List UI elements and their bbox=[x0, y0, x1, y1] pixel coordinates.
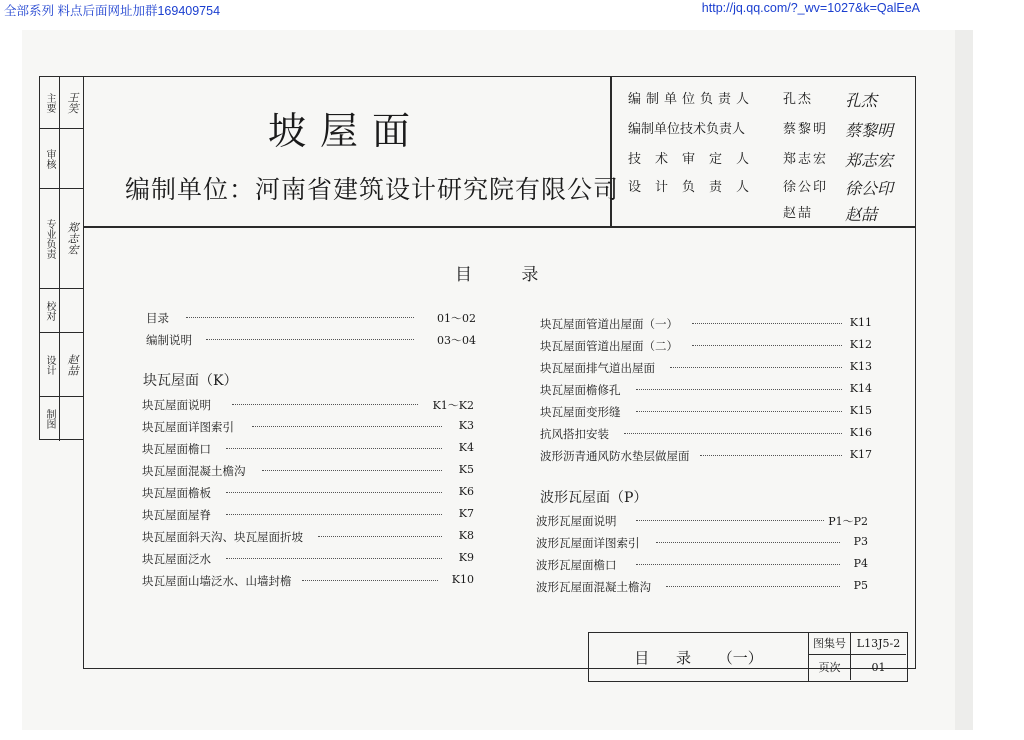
atlas-number-value: L13J5-2 bbox=[851, 633, 906, 655]
banner-link[interactable]: http://jq.qq.com/?_wv=1027&k=QalEeA bbox=[701, 1, 920, 15]
toc-entry-text: 块瓦屋面山墙泛水、山墙封檐 bbox=[142, 574, 292, 588]
leader-dots bbox=[670, 367, 842, 368]
toc-entry bbox=[142, 551, 474, 567]
toc-entry-page: K8 bbox=[458, 529, 474, 542]
toc-entry bbox=[146, 310, 476, 326]
leader-dots bbox=[624, 433, 842, 434]
leader-dots bbox=[692, 323, 842, 324]
toc-entry bbox=[142, 463, 474, 479]
toc-entry bbox=[142, 507, 474, 523]
leader-dots bbox=[666, 586, 840, 587]
leader-dots bbox=[226, 514, 442, 515]
atlas-number-label: 图集号 bbox=[809, 633, 851, 655]
page-title: 坡屋面 bbox=[268, 109, 425, 153]
toc-entry bbox=[142, 485, 474, 501]
approval-cell bbox=[40, 333, 84, 397]
toc-entry-page: K6 bbox=[458, 485, 474, 498]
toc-entry bbox=[142, 419, 474, 435]
responsibility-row bbox=[625, 118, 915, 142]
approval-label: 专业负责 bbox=[40, 189, 60, 288]
section-title-p: 波形瓦屋面（P） bbox=[540, 490, 648, 506]
toc-entry-text: 块瓦屋面管道出屋面（一） bbox=[540, 317, 678, 331]
toc-entry-page: P1～P2 bbox=[828, 515, 868, 528]
toc-entry-text: 块瓦屋面管道出屋面（二） bbox=[540, 339, 678, 353]
leader-dots bbox=[262, 470, 442, 471]
approval-signature: 赵喆 bbox=[66, 353, 79, 376]
toc-entry bbox=[536, 557, 868, 573]
signature: 孔杰 bbox=[845, 91, 878, 110]
person-name: 蔡黎明 bbox=[783, 122, 829, 137]
toc-entry-page: K5 bbox=[458, 463, 474, 476]
toc-entry-text: 块瓦屋面斜天沟、块瓦屋面折坡 bbox=[142, 530, 303, 544]
role-label: 设计负责人 bbox=[628, 180, 764, 195]
approval-signature bbox=[62, 397, 82, 441]
toc-entry-page: P4 bbox=[853, 557, 868, 570]
toc-entry-page: K15 bbox=[849, 404, 872, 417]
toc-entry-page: K11 bbox=[849, 316, 872, 329]
toc-entry bbox=[540, 404, 872, 420]
leader-dots bbox=[636, 520, 824, 521]
role-label: 技术审定人 bbox=[628, 152, 764, 167]
toc-entry-page: K9 bbox=[458, 551, 474, 564]
toc-entry-page: K14 bbox=[849, 382, 872, 395]
approval-cell bbox=[40, 77, 84, 129]
header-divider bbox=[83, 226, 916, 228]
toc-entry-text: 编制说明 bbox=[146, 333, 192, 347]
leader-dots bbox=[700, 455, 842, 456]
toc-entry-text: 块瓦屋面混凝土檐沟 bbox=[142, 464, 246, 478]
toc-entry-page: K13 bbox=[849, 360, 872, 373]
toc-entry-text: 块瓦屋面变形缝 bbox=[540, 405, 621, 419]
toc-entry-page: K1～K2 bbox=[432, 399, 474, 412]
toc-entry bbox=[142, 529, 474, 545]
toc-entry bbox=[540, 448, 872, 464]
toc-entry-text: 块瓦屋面详图索引 bbox=[142, 420, 234, 434]
toc-entry-text: 抗风搭扣安装 bbox=[540, 427, 609, 441]
leader-dots bbox=[232, 404, 418, 405]
toc-entry bbox=[536, 579, 868, 595]
toc-entry-text: 波形瓦屋面混凝土檐沟 bbox=[536, 580, 651, 594]
approval-label: 设计 bbox=[40, 333, 60, 396]
leader-dots bbox=[252, 426, 442, 427]
signature: 蔡黎明 bbox=[845, 121, 894, 140]
toc-entry-text: 块瓦屋面檐口 bbox=[142, 442, 211, 456]
approval-cell bbox=[40, 397, 84, 441]
approval-cell bbox=[40, 189, 84, 289]
approval-label: 校对 bbox=[40, 289, 60, 332]
toc-entry bbox=[540, 338, 872, 354]
leader-dots bbox=[206, 339, 414, 340]
responsibility-row bbox=[625, 88, 915, 112]
approval-signature: 王笑 bbox=[66, 91, 79, 114]
leader-dots bbox=[226, 492, 442, 493]
leader-dots bbox=[226, 448, 442, 449]
approval-signature: 郑志宏 bbox=[66, 222, 79, 255]
leader-dots bbox=[318, 536, 442, 537]
toc-entry bbox=[540, 360, 872, 376]
toc-entry bbox=[536, 535, 868, 551]
toc-entry bbox=[540, 382, 872, 398]
toc-entry-text: 块瓦屋面檐板 bbox=[142, 486, 211, 500]
toc-entry bbox=[142, 397, 474, 413]
leader-dots bbox=[226, 558, 442, 559]
toc-entry bbox=[536, 513, 868, 529]
toc-entry-page: K16 bbox=[849, 426, 872, 439]
toc-entry-page: K17 bbox=[849, 448, 872, 461]
person-name: 徐公印 bbox=[783, 180, 829, 195]
approval-column bbox=[39, 76, 83, 440]
toc-entry-text: 块瓦屋面泛水 bbox=[142, 552, 211, 566]
signature: 赵喆 bbox=[845, 205, 878, 224]
approval-signature bbox=[62, 129, 82, 188]
leader-dots bbox=[636, 389, 842, 390]
person-name: 郑志宏 bbox=[783, 152, 829, 167]
approval-signature bbox=[62, 289, 82, 332]
top-banner bbox=[0, 0, 1024, 18]
toc-entry-text: 波形沥青通风防水垫层做屋面 bbox=[540, 449, 690, 463]
approval-label: 审核 bbox=[40, 129, 60, 188]
leader-dots bbox=[636, 411, 842, 412]
toc-entry bbox=[540, 316, 872, 332]
title-block-main: 目 录 （一） bbox=[589, 633, 809, 681]
person-name: 孔杰 bbox=[783, 92, 814, 107]
section-title-k: 块瓦屋面（K） bbox=[143, 373, 238, 389]
role-label: 编制单位负责人 bbox=[628, 92, 755, 107]
approval-cell bbox=[40, 129, 84, 189]
toc-entry-text: 波形瓦屋面檐口 bbox=[536, 558, 617, 572]
toc-entry-text: 块瓦屋面屋脊 bbox=[142, 508, 211, 522]
person-name: 赵喆 bbox=[783, 206, 814, 221]
sheet-edge bbox=[955, 30, 973, 730]
signature: 郑志宏 bbox=[845, 151, 894, 170]
leader-dots bbox=[636, 564, 840, 565]
responsibility-row bbox=[625, 202, 915, 226]
toc-entry-text: 块瓦屋面说明 bbox=[142, 398, 211, 412]
toc-title: 目 录 bbox=[455, 265, 539, 285]
editing-unit: 编制单位：河南省建筑设计研究院有限公司 bbox=[125, 175, 620, 204]
responsibility-row bbox=[625, 148, 915, 172]
approval-label: 主要 bbox=[40, 77, 60, 128]
toc-entry bbox=[146, 332, 476, 348]
signature: 徐公印 bbox=[845, 179, 894, 198]
responsibility-row bbox=[625, 176, 915, 200]
leader-dots bbox=[656, 542, 840, 543]
toc-entry-page: K4 bbox=[458, 441, 474, 454]
toc-entry-text: 目录 bbox=[146, 311, 169, 325]
banner-left-text: 全部系列 料点后面网址加群169409754 bbox=[4, 4, 221, 18]
toc-entry bbox=[142, 573, 474, 589]
toc-entry bbox=[540, 426, 872, 442]
page-number-value: 01 bbox=[871, 661, 886, 674]
toc-entry-page: K7 bbox=[458, 507, 474, 520]
leader-dots bbox=[302, 580, 438, 581]
page-number-label: 页次 bbox=[809, 655, 851, 680]
toc-entry-page: P5 bbox=[853, 579, 868, 592]
leader-dots bbox=[692, 345, 842, 346]
toc-entry-page: K10 bbox=[451, 573, 474, 586]
role-label: 编制单位技术负责人 bbox=[628, 122, 746, 137]
toc-entry-page: P3 bbox=[853, 535, 868, 548]
approval-cell bbox=[40, 289, 84, 333]
toc-entry-text: 块瓦屋面排气道出屋面 bbox=[540, 361, 655, 375]
toc-entry-page: K12 bbox=[849, 338, 872, 351]
toc-entry-text: 波形瓦屋面详图索引 bbox=[536, 536, 640, 550]
toc-entry-page: 03～04 bbox=[437, 334, 476, 347]
toc-entry-text: 波形瓦屋面说明 bbox=[536, 514, 617, 528]
title-block bbox=[588, 632, 908, 682]
toc-entry-page: K3 bbox=[458, 419, 474, 432]
toc-entry-page: 01～02 bbox=[437, 312, 476, 325]
approval-label: 制图 bbox=[40, 397, 60, 441]
toc-entry bbox=[142, 441, 474, 457]
leader-dots bbox=[186, 317, 414, 318]
toc-entry-text: 块瓦屋面檐修孔 bbox=[540, 383, 621, 397]
